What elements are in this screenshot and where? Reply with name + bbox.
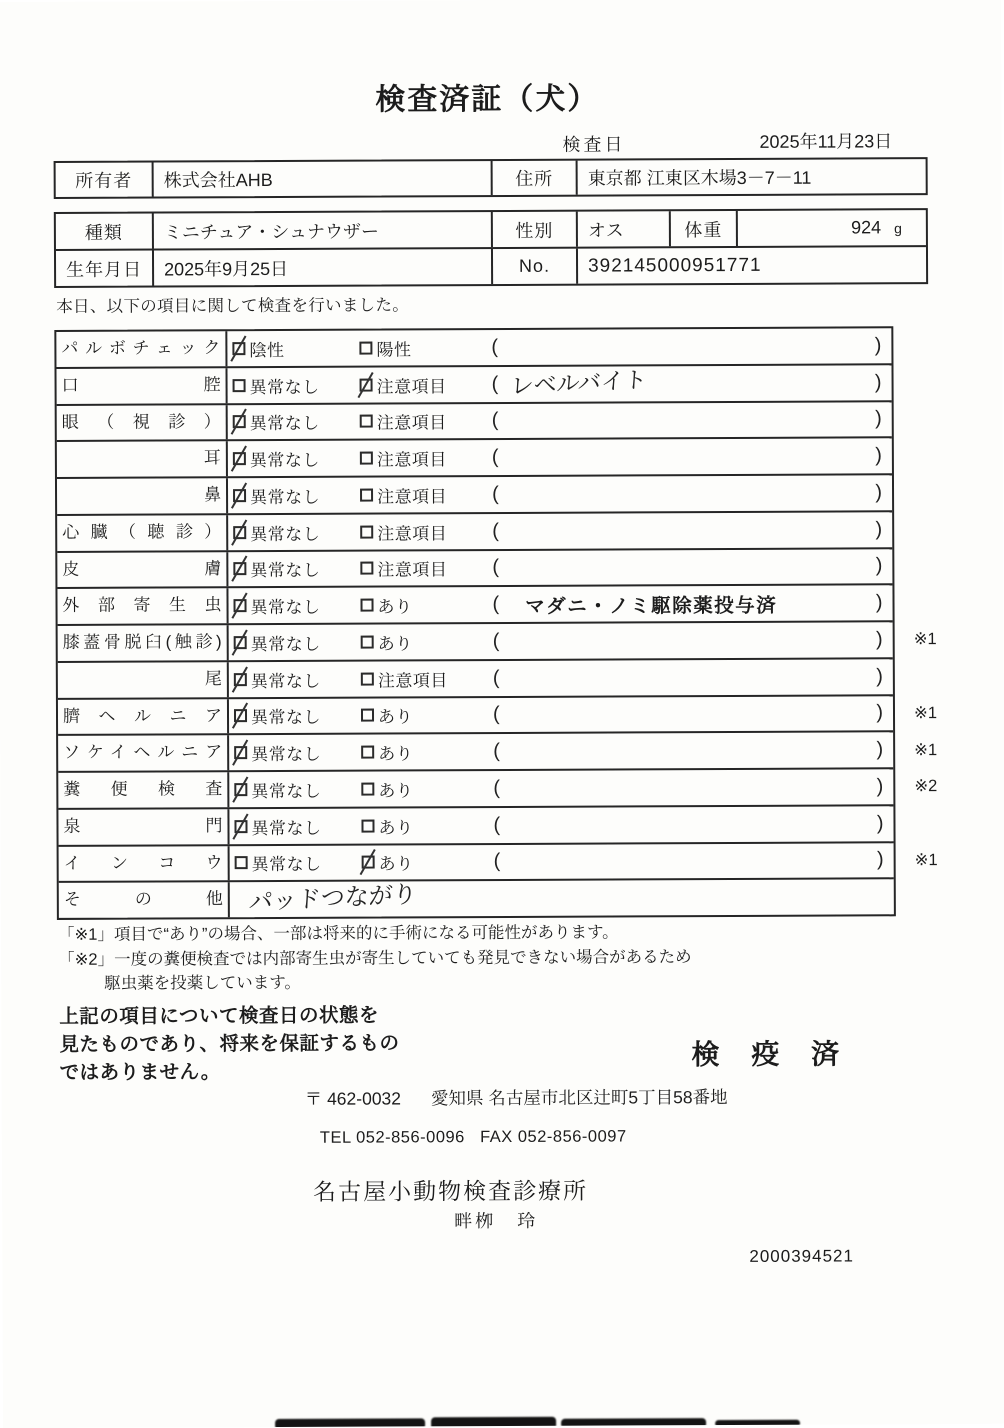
option-label: 異常なし xyxy=(250,372,320,397)
option-label: 異常なし xyxy=(250,593,320,618)
row-content xyxy=(227,328,891,366)
option-label: 陰性 xyxy=(249,336,284,361)
checkbox-unchecked xyxy=(361,746,374,759)
content-area xyxy=(492,475,892,511)
options xyxy=(234,698,493,734)
finding-text: パッドつながり xyxy=(248,874,418,917)
inspection-row xyxy=(58,659,893,699)
tel-fax: TEL 052-856-0096 FAX 052-856-0097 xyxy=(320,1127,627,1147)
checkbox-unchecked xyxy=(361,635,374,648)
checkbox-checked xyxy=(232,342,245,355)
option xyxy=(361,702,493,728)
options xyxy=(233,477,492,513)
checkbox-unchecked xyxy=(359,341,372,354)
checkbox-unchecked xyxy=(360,488,373,501)
item-label: 口腔 xyxy=(56,368,227,403)
row-content xyxy=(229,659,893,697)
weight-value-cell xyxy=(736,210,926,246)
row-content xyxy=(228,512,892,550)
item-label: 泉門 xyxy=(58,809,229,844)
option xyxy=(234,666,361,692)
no-value: 392145000951771 xyxy=(576,247,926,284)
item-label: ソケイヘルニア xyxy=(58,735,229,770)
item-label: 尾 xyxy=(58,662,229,697)
option-label: あり xyxy=(378,813,413,838)
option xyxy=(360,408,492,434)
owner-label: 所有者 xyxy=(56,163,152,197)
item-label: インコウ xyxy=(59,846,230,881)
item-label: 外部寄生虫 xyxy=(57,588,228,623)
option xyxy=(233,372,360,398)
inspection-row xyxy=(58,733,893,773)
content-area xyxy=(493,622,893,658)
options xyxy=(235,845,494,881)
checkbox-checked xyxy=(234,783,247,796)
option xyxy=(232,335,359,361)
checkbox-checked xyxy=(234,673,247,686)
checkbox-unchecked xyxy=(361,599,374,612)
option xyxy=(360,445,492,471)
option xyxy=(233,593,360,619)
options xyxy=(234,808,493,844)
paren-open: ( xyxy=(492,409,499,432)
clinic-address-line xyxy=(305,1084,728,1111)
checkbox-checked xyxy=(233,562,246,575)
inspection-row xyxy=(57,586,892,626)
option-label: 注意項目 xyxy=(377,409,447,434)
inspection-row xyxy=(56,365,891,405)
row-note: ※2 xyxy=(914,776,937,796)
option xyxy=(360,592,492,618)
options xyxy=(234,771,493,807)
option xyxy=(233,446,360,472)
inspection-row xyxy=(59,880,894,918)
inspection-row xyxy=(56,328,891,368)
owner-value: 株式会社AHB xyxy=(152,161,491,196)
option-label: 異常なし xyxy=(250,556,320,581)
paren-open: ( xyxy=(493,740,500,763)
item-label: その他 xyxy=(59,882,230,918)
content-area xyxy=(492,549,892,585)
option-label: 異常なし xyxy=(251,813,321,838)
option-label: 注意項目 xyxy=(377,482,447,507)
paren-close: ) xyxy=(877,812,884,835)
paren-close: ) xyxy=(876,555,883,578)
paren-close: ) xyxy=(875,518,882,541)
options xyxy=(234,624,493,660)
checkbox-checked xyxy=(233,452,246,465)
clinic-address: 愛知県 名古屋市北区辻町5丁目58番地 xyxy=(431,1084,728,1110)
paren-open: ( xyxy=(493,814,500,837)
checkbox-unchecked xyxy=(360,562,373,575)
checkbox-unchecked xyxy=(360,415,373,428)
inspection-row xyxy=(58,769,893,809)
checkbox-checked xyxy=(233,526,246,539)
inspection-row xyxy=(57,402,892,442)
option-label: 異常なし xyxy=(250,446,320,471)
birth-label: 生年月日 xyxy=(56,251,152,286)
disclaimer-line-1: 上記の項目について検査日の状態を xyxy=(59,1001,399,1030)
paren-open: ( xyxy=(492,483,499,506)
option-label: 異常なし xyxy=(251,777,321,802)
option xyxy=(361,776,493,802)
address-value: 東京都 江東区木場3－7－11 xyxy=(576,159,926,195)
inspection-row xyxy=(58,806,893,846)
paren-open: ( xyxy=(494,850,501,873)
option xyxy=(234,629,361,655)
checkbox-unchecked xyxy=(361,782,374,795)
option xyxy=(359,335,491,361)
row-content xyxy=(230,843,894,881)
option-label: 異常なし xyxy=(252,850,322,875)
info-row-2 xyxy=(56,247,926,286)
paren-close: ) xyxy=(875,444,882,467)
content-area xyxy=(491,365,891,401)
serial-number: 2000394521 xyxy=(749,1246,854,1266)
inspection-row xyxy=(57,475,892,515)
birth-value: 2025年9月25日 xyxy=(152,249,491,285)
item-label: 耳 xyxy=(57,441,228,476)
scan-artifact xyxy=(431,1417,556,1428)
paren-open: ( xyxy=(493,667,500,690)
option-label: あり xyxy=(378,703,413,728)
row-content xyxy=(228,402,892,440)
checkbox-checked xyxy=(234,709,247,722)
inspection-table xyxy=(54,326,896,920)
breed-value: ミニチュア・シュナウザー xyxy=(152,212,491,248)
item-label: 鼻 xyxy=(57,478,228,513)
finding-text: レベルバイト xyxy=(509,361,647,401)
options xyxy=(232,367,491,403)
item-label: 膝蓋骨脱臼(触診) xyxy=(58,625,229,660)
paren-open: ( xyxy=(492,520,499,543)
option xyxy=(360,372,492,398)
paren-close: ) xyxy=(877,849,884,872)
option xyxy=(233,409,360,435)
row-content xyxy=(229,733,893,771)
content-area xyxy=(492,439,892,475)
row-content xyxy=(227,365,891,403)
paren-close: ) xyxy=(876,591,883,614)
checkbox-checked xyxy=(233,415,246,428)
info-row-1 xyxy=(56,210,926,251)
row-content xyxy=(228,439,892,477)
owner-table xyxy=(54,157,928,199)
checkbox-checked xyxy=(233,489,246,502)
option-label: 注意項目 xyxy=(377,556,447,581)
postal-code: 〒 462-0032 xyxy=(305,1085,401,1110)
weight-value: 924 xyxy=(851,217,881,238)
options xyxy=(233,551,492,587)
option-label: 異常なし xyxy=(250,483,320,508)
row-note: ※1 xyxy=(914,629,937,649)
item-label: 糞便検査 xyxy=(58,772,229,807)
content-area xyxy=(493,769,893,805)
content-area xyxy=(492,402,892,438)
option xyxy=(234,813,361,839)
option xyxy=(233,482,360,508)
content-area xyxy=(235,880,894,918)
vet-name: 畔栁 玲 xyxy=(454,1207,538,1233)
row-note: ※1 xyxy=(914,740,937,760)
option xyxy=(361,666,493,692)
content-area xyxy=(493,733,893,769)
paren-close: ) xyxy=(876,628,883,651)
option xyxy=(360,519,492,545)
paren-close: ) xyxy=(875,334,882,357)
checkbox-checked xyxy=(360,378,373,391)
sex-value: オス xyxy=(576,211,669,246)
checkbox-checked xyxy=(234,636,247,649)
paren-close: ) xyxy=(877,775,884,798)
options xyxy=(233,404,492,440)
paren-close: ) xyxy=(876,702,883,725)
paren-open: ( xyxy=(492,593,499,616)
option xyxy=(233,556,360,582)
checkbox-checked xyxy=(234,746,247,759)
options xyxy=(233,587,492,623)
option-label: 異常なし xyxy=(251,630,321,655)
row-content xyxy=(229,769,893,807)
row-note: ※1 xyxy=(915,850,938,870)
option-label: 異常なし xyxy=(251,740,321,765)
options xyxy=(234,734,493,770)
footnotes xyxy=(58,920,692,996)
option xyxy=(361,629,493,655)
option-label: あり xyxy=(379,850,414,875)
scan-artifact xyxy=(561,1418,706,1428)
item-label: 眼（視診） xyxy=(57,405,228,440)
option-label: あり xyxy=(378,776,413,801)
paren-open: ( xyxy=(491,336,498,359)
content-area xyxy=(493,659,893,695)
row-content xyxy=(230,880,894,918)
checkbox-unchecked xyxy=(361,672,374,685)
item-label: 心臓（聴診） xyxy=(57,515,228,550)
inspection-row xyxy=(57,512,892,552)
options xyxy=(233,440,492,476)
inspection-row xyxy=(58,622,893,662)
content-area xyxy=(491,328,891,364)
disclaimer-line-2: 見たものであり、将来を保証するもの xyxy=(59,1029,399,1058)
item-label: 皮膚 xyxy=(57,552,228,587)
option xyxy=(360,482,492,508)
inspection-row xyxy=(58,696,893,736)
content-area xyxy=(492,512,892,548)
scan-artifact xyxy=(275,1418,425,1428)
checkbox-checked xyxy=(234,820,247,833)
clinic-name: 名古屋小動物検査診療所 xyxy=(313,1173,588,1207)
checkbox-unchecked xyxy=(235,856,248,869)
option-label: 異常なし xyxy=(251,703,321,728)
option-label: 陽性 xyxy=(376,335,411,360)
checkbox-unchecked xyxy=(233,379,246,392)
row-content xyxy=(228,475,892,513)
option xyxy=(234,776,361,802)
exam-date-value: 2025年11月23日 xyxy=(759,127,892,154)
weight-label: 体重 xyxy=(669,211,736,246)
option xyxy=(362,849,494,875)
inspection-row xyxy=(57,439,892,479)
option-label: 異常なし xyxy=(250,519,320,544)
options xyxy=(233,514,492,550)
finding-text: マダニ・ノミ駆除薬投与済 xyxy=(525,589,777,618)
option xyxy=(361,813,493,839)
option-label: 注意項目 xyxy=(377,372,447,397)
no-label: No. xyxy=(491,249,576,284)
address-label: 住所 xyxy=(491,161,576,195)
item-label: パルボチェック xyxy=(56,331,227,366)
disclaimer-line-3: ではありません。 xyxy=(60,1057,400,1086)
paren-open: ( xyxy=(492,373,499,396)
checkbox-unchecked xyxy=(360,452,373,465)
page-title: 検査済証（犬） xyxy=(0,72,977,120)
option-label: あり xyxy=(378,629,413,654)
weight-unit: g xyxy=(894,220,902,236)
inspection-row xyxy=(59,843,894,883)
footnote-3: 駆虫薬を投薬しています。 xyxy=(58,969,692,996)
sex-label: 性別 xyxy=(491,212,576,247)
row-note: ※1 xyxy=(914,703,937,723)
option-label: 異常なし xyxy=(251,666,321,691)
checkbox-unchecked xyxy=(361,819,374,832)
row-content xyxy=(229,622,893,660)
option-label: 注意項目 xyxy=(378,666,448,691)
intro-text: 本日、以下の項目に関して検査を行いました。 xyxy=(56,291,409,317)
option-label: 注意項目 xyxy=(377,445,447,470)
content-area xyxy=(493,696,893,732)
option-label: 注意項目 xyxy=(377,519,447,544)
content-area xyxy=(493,806,893,842)
footnote-1: 「※1」項目で“あり”の場合、一部は将来的に手術になる可能性があります。 xyxy=(58,920,692,947)
option xyxy=(360,555,492,581)
row-content xyxy=(229,696,893,734)
inspection-row xyxy=(57,549,892,589)
checkbox-checked xyxy=(234,599,247,612)
breed-label: 種類 xyxy=(56,214,152,249)
paren-open: ( xyxy=(493,630,500,653)
option-label: 異常なし xyxy=(250,409,320,434)
exam-date-label: 検査日 xyxy=(562,130,625,156)
paren-close: ) xyxy=(875,481,882,504)
checkbox-unchecked xyxy=(360,525,373,538)
footnote-2: 「※2」一度の糞便検査では内部寄生虫が寄生していても発見できない場合があるため xyxy=(58,945,692,972)
checkbox-unchecked xyxy=(361,709,374,722)
paren-open: ( xyxy=(493,777,500,800)
option xyxy=(235,850,362,876)
paren-close: ) xyxy=(876,665,883,688)
disclaimer-statement xyxy=(59,1001,399,1086)
options xyxy=(234,661,493,697)
option xyxy=(234,740,361,766)
paren-open: ( xyxy=(492,556,499,579)
option xyxy=(234,703,361,729)
option xyxy=(233,519,360,545)
checkbox-checked xyxy=(362,856,375,869)
paren-close: ) xyxy=(876,738,883,761)
option xyxy=(361,739,493,765)
paren-close: ) xyxy=(875,408,882,431)
row-content xyxy=(229,806,893,844)
row-content xyxy=(228,549,892,587)
options xyxy=(232,330,491,366)
paren-open: ( xyxy=(492,446,499,469)
info-table xyxy=(54,208,928,288)
paren-close: ) xyxy=(875,371,882,394)
row-content xyxy=(228,586,892,624)
option-label: あり xyxy=(377,593,412,618)
quarantine-stamp: 検 疫 済 xyxy=(691,1032,851,1073)
paren-open: ( xyxy=(493,703,500,726)
option-label: あり xyxy=(378,740,413,765)
item-label: 臍ヘルニア xyxy=(58,699,229,734)
content-area xyxy=(492,586,892,622)
content-area xyxy=(494,843,894,879)
